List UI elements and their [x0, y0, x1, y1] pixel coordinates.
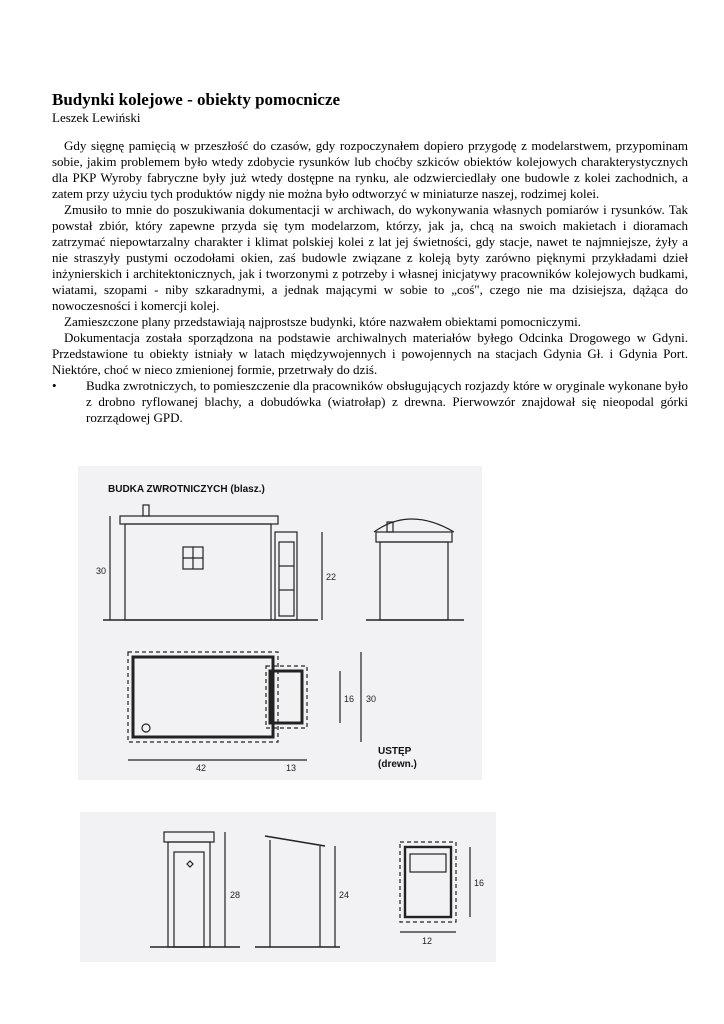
dim-height-front: 28	[230, 890, 241, 900]
dim-door: 22	[326, 572, 337, 582]
paragraph: Gdy sięgnę pamięcią w przeszłość do czasów, gdy rozpoczynałem dopiero przygodę z modelarstwem, przypominam sobie, jakim problemem było wtedy zdobycie rysunków lub choćby szkiców obiektów kolejowych charakterystycznych dla PKP Wyroby fabryczne były już wtedy dostępne na rynku, ale odzwierciedlały one budowle z kolei zachodnich, a zatem przy użyciu tych produktów nigdy nie można było odtworzyć w miniaturze naszej, rodzimej kolei.	[52, 138, 688, 201]
outhouse-side-roof	[265, 836, 325, 846]
dim-annex: 13	[286, 763, 297, 773]
annex-door	[279, 542, 294, 616]
door-heart-hole	[187, 861, 193, 867]
bullet-item	[52, 378, 688, 426]
outhouse-roof	[164, 832, 214, 842]
label-toilet: USTĘP	[378, 746, 412, 757]
article	[52, 90, 688, 426]
outhouse-drawing	[80, 812, 496, 962]
bullet-list	[52, 378, 688, 426]
dim-width: 12	[422, 936, 433, 946]
figure-title: BUDKA ZWROTNICZYCH (blasz.)	[108, 484, 265, 495]
chimney	[143, 505, 149, 516]
hut-wall	[125, 524, 271, 620]
figure-switchman-hut	[78, 466, 482, 780]
dim-width: 42	[196, 763, 207, 773]
curved-roof	[374, 519, 454, 532]
dim-plan-total: 30	[366, 694, 377, 704]
dim-plan: 16	[474, 878, 485, 888]
label-material: (drewn.)	[378, 759, 417, 770]
bullet-symbol: •	[52, 378, 57, 393]
dim-height-side: 24	[339, 890, 350, 900]
dim-plan-annex: 16	[344, 694, 355, 704]
dim-height: 30	[96, 566, 107, 576]
bullet-text: Budka zwrotniczych, to pomieszczenie dla pracowników obsługujących rozjazdy które w oryginale wykonane było z drobno ryflowanej blachy, a dobudówka (wiatrołap) z drewna. Pierwowzór znajdował się nieopodal górki rozrządowej GPD.	[86, 378, 688, 425]
article-author: Leszek Lewiński	[52, 110, 141, 125]
switchman-hut-drawing	[78, 466, 482, 780]
paragraph: Zamieszczone plany przedstawiają najprostsze budynki, które nazwałem obiektami pomocniczymi.	[64, 314, 581, 329]
roof-eave	[120, 516, 278, 524]
article-title: Budynki kolejowe - obiekty pomocnicze	[52, 90, 341, 109]
paragraph: Dokumentacja została sporządzona na podstawie archiwalnych materiałów byłego Odcinka Drogowego w Gdyni. Przedstawione tu obiekty istniały w latach międzywojennych i powojennych na stacjach Gdynia Gł. i Gdynia Port. Niektóre, choć w nieco zmienionej formie, przetrwały do dziś.	[52, 330, 688, 377]
paragraph: Zmusiło to mnie do poszukiwania dokumentacji w archiwach, do wykonywania własnych pomiarów i rysunków. Tak powstał zbiór, który zapewne przyda się tym modelarzom, którzy, jak ja, chcą na swoich makietach i dioramach zatrzymać niepowtarzalny charakter i klimat polskiej kolei z lat jej świetności, gdy stacje, nawet te najmniejsze, żyły a nie straszyły pustymi oczodołami okien, zaś budowle związane z koleją byty zarówno pięknymi przykładami dzieł inżynierskich i architektonicznych, jak i tworzonymi z potrzeby i własnej inicjatywy pracowników kolejowych budkami, wiatami, szopami - niby szkaradnymi, a jednak mającymi w sobie to „coś", czego nie ma dzisiejsza, dążąca do nowoczesności i komercji kolej.	[52, 202, 688, 313]
figure-outhouse	[80, 812, 496, 962]
